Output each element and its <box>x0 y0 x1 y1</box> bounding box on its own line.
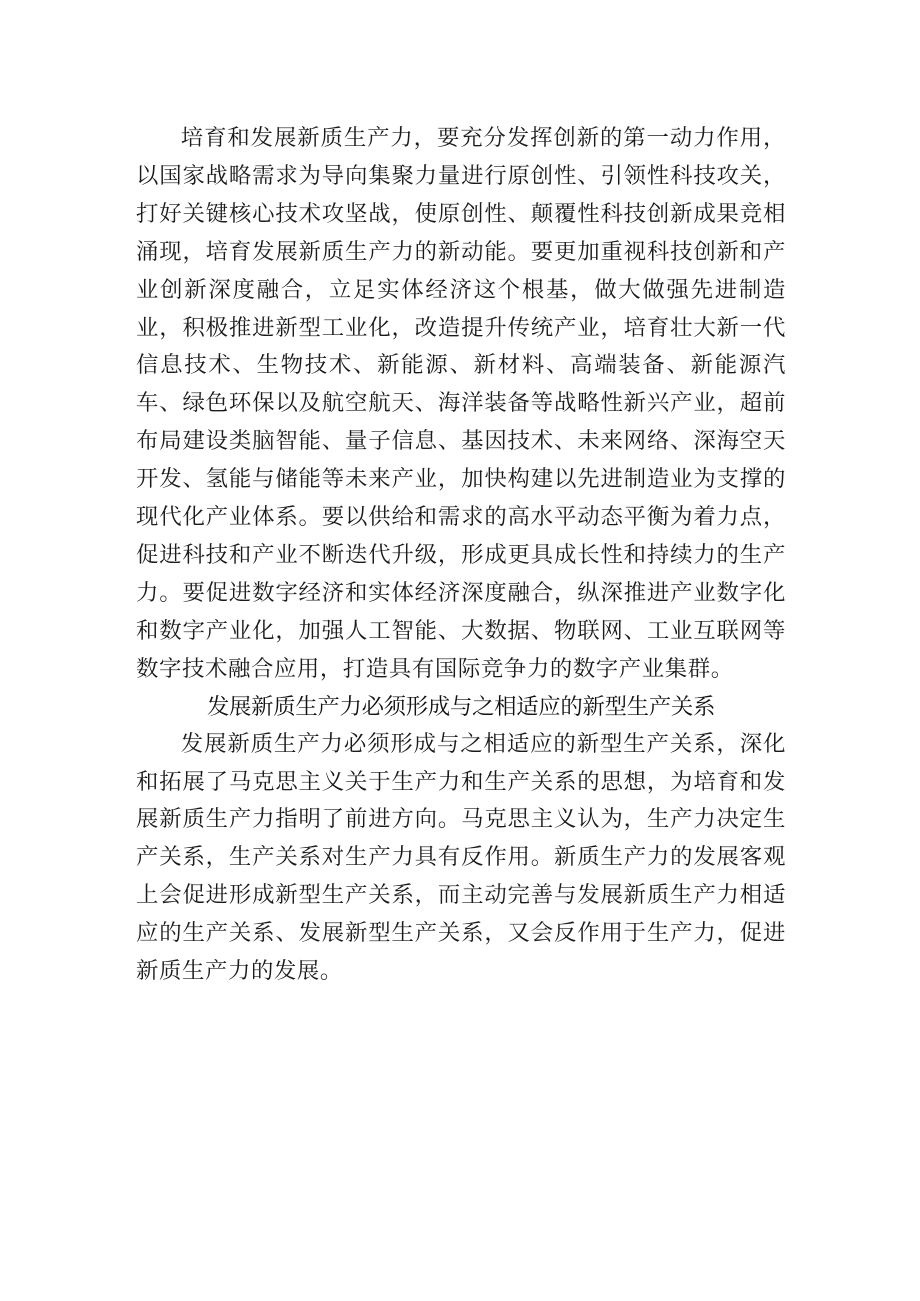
body-paragraph-production-relations: 发展新质生产力必须形成与之相适应的新型生产关系，深化和拓展了马克思主义关于生产力和生产关系的思想，为培育和发展新质生产力指明了前进方向。马克思主义认为，生产力决定生产关系，生产关系对生产力具有反作用。新质生产力的发展客观上会促进形成新型生产关系，而主动完善与发展新质生产力相适应的生产关系、发展新型生产关系，又会反作用于生产力，促进新质生产力的发展。 <box>136 730 786 985</box>
document-body <box>136 120 786 991</box>
body-paragraph-innovation: 培育和发展新质生产力，要充分发挥创新的第一动力作用，以国家战略需求为导向集聚力量进行原创性、引领性科技攻关，打好关键核心技术攻坚战，使原创性、颠覆性科技创新成果竞相涌现，培育发展新质生产力的新动能。要更加重视科技创新和产业创新深度融合，立足实体经济这个根基，做大做强先进制造业，积极推进新型工业化，改造提升传统产业，培育壮大新一代信息技术、生物技术、新能源、新材料、高端装备、新能源汽车、绿色环保以及航空航天、海洋装备等战略性新兴产业，超前布局建设类脑智能、量子信息、基因技术、未来网络、深海空天开发、氢能与储能等未来产业，加快构建以先进制造业为支撑的现代化产业体系。要以供给和需求的高水平动态平衡为着力点，促进科技和产业不断迭代升级，形成更具成长性和持续力的生产力。要促进数字经济和实体经济深度融合，纵深推进产业数字化和数字产业化，加强人工智能、大数据、物联网、工业互联网等数字技术融合应用，打造具有国际竞争力的数字产业集群。 <box>136 125 786 682</box>
section-heading: 发展新质生产力必须形成与之相适应的新型生产关系 <box>206 693 716 720</box>
